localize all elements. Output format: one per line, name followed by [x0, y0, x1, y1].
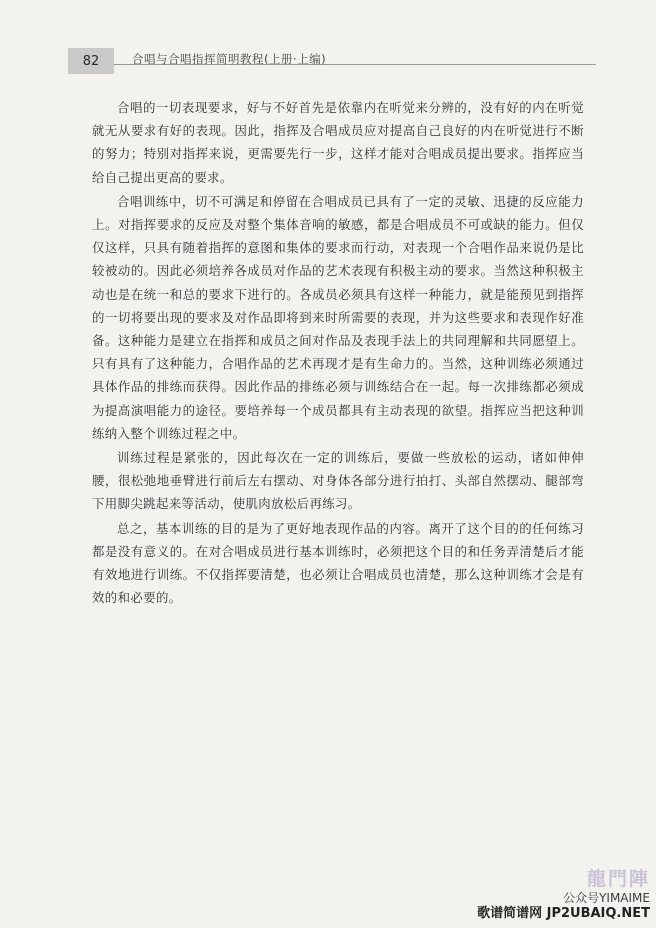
paragraph-2: 合唱训练中，切不可满足和停留在合唱成员已具有了一定的灵敏、迅捷的反应能力上。对指挥要求的反应及对整个集体音响的敏感，都是合唱成员不可或缺的能力。但仅仅这样，只具有随着指挥的意图和集体的要求而行动，对表现一个合唱作品来说仍是比较被动的。因此必须培养各成员对作品的艺术表现有积极主动的要求。当然这种积极主动也是在统一和总的要求下进行的。各成员必须具有这样一种能力，就是能预见到指挥的一切将要出现的要求及对作品即将到来时所需要的表现，并为这些要求和表现作好准备。这种能力是建立在指挥和成员之间对作品及表现手法上的共同理解和共同愿望上。只有具有了这种能力，合唱作品的艺术再现才是有生命力的。当然，这种训练必须通过具体作品的排练而获得。因此作品的排练必须与训练结合在一起。每一次排练都必须成为提高演唱能力的途径。要培养每一个成员都具有主动表现的欲望。指挥应当把这种训练纳入整个训练过程之中。 [92, 193, 584, 441]
body-text [92, 96, 584, 610]
watermark [477, 864, 650, 922]
watermark-logo: 龍門陣 [586, 868, 650, 890]
page-header [0, 44, 656, 78]
book-title: 合唱与合唱指挥简明教程(上册·上编) [132, 52, 327, 66]
paragraph-3: 训练过程是紧张的，因此每次在一定的训练后，要做一些放松的运动，诸如伸伸腰，很松弛地垂臂进行前后左右摆动、对身体各部分进行拍打、头部自然摆动、腿部弯下用脚尖跳起来等活动，使肌肉放松后再练习。 [92, 450, 584, 512]
paragraph-1: 合唱的一切表现要求，好与不好首先是依靠内在听觉来分辨的，没有好的内在听觉就无从要求有好的表现。因此，指挥及合唱成员应对提高自己良好的内在听觉进行不断的努力；特别对指挥来说，更需要先行一步，这样才能对合唱成员提出要求。指挥应当给自己提出更高的要求。 [92, 100, 584, 185]
watermark-site: 歌谱简谱网 JP2UBAIQ.NET [477, 906, 650, 921]
paragraph-4: 总之，基本训练的目的是为了更好地表现作品的内容。离开了这个目的的任何练习都是没有意义的。在对合唱成员进行基本训练时，必须把这个目的和任务弄清楚后才能有效地进行训练。不仅指挥要清楚，也必须让合唱成员也清楚，那么这种训练才会是有效的和必要的。 [92, 520, 584, 606]
page-number: 82 [68, 48, 114, 74]
watermark-wechat: 公众号YIMAIME [563, 891, 650, 905]
